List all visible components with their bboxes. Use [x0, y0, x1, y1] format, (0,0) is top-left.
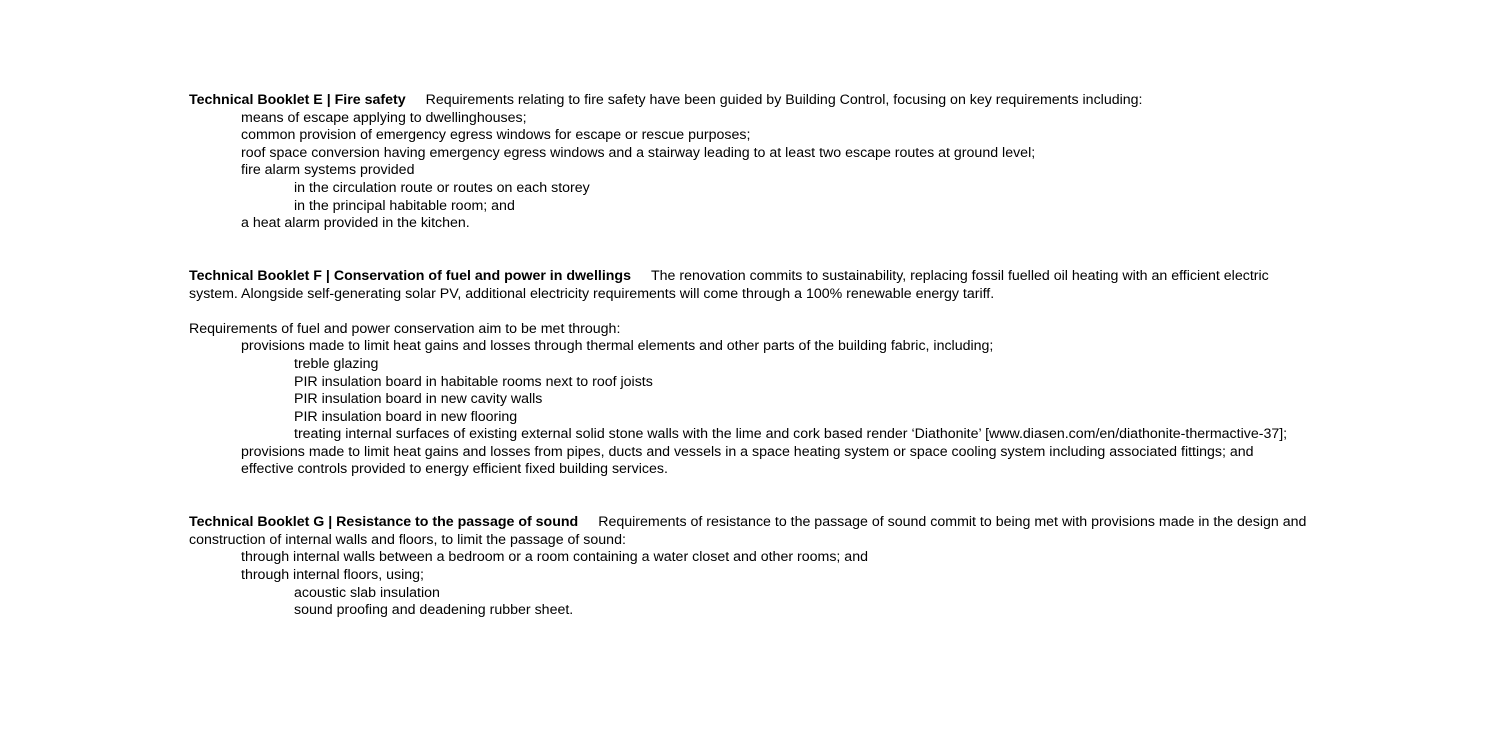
list-item: a heat alarm provided in the kitchen.	[241, 215, 470, 232]
list-item: provisions made to limit heat gains and losses from pipes, ducts and vessels in a space heating system or space cooling system including associated fittings; and	[241, 443, 1254, 460]
requirements-intro: Requirements of fuel and power conservation aim to be met through:	[189, 320, 621, 337]
list-item: roof space conversion having emergency egress windows and a stairway leading to at least two escape routes at ground level;	[241, 144, 1036, 161]
list-item: through internal floors, using;	[241, 567, 424, 584]
list-item: means of escape applying to dwellinghouses;	[241, 109, 527, 126]
section-conservation-fuel-power	[189, 268, 1359, 479]
section-intro: Requirements relating to fire safety have been guided by Building Control, focusing on key requirements including:	[425, 92, 1143, 108]
sub-list-item: acoustic slab insulation	[294, 584, 440, 601]
section-heading: Technical Booklet E | Fire safety	[189, 92, 406, 108]
section-resistance-sound	[189, 514, 1359, 620]
section-fire-safety	[189, 92, 1359, 233]
section-intro: The renovation commits to sustainability, replacing fossil fuelled oil heating with an efficient electric	[651, 267, 1269, 284]
section-intro-continued: construction of internal walls and floors, to limit the passage of sound:	[189, 531, 626, 548]
section-intro-continued: system. Alongside self-generating solar PV, additional electricity requirements will come through a 100% renewable energy tariff.	[189, 285, 995, 302]
sub-list-item: treating internal surfaces of existing external solid stone walls with the lime and cork based render ‘Diathonite’ [www.diasen.com/en/diathonite-thermactive-37];	[294, 426, 1288, 443]
list-item: fire alarm systems provided	[241, 162, 415, 179]
section-heading: Technical Booklet F | Conservation of fuel and power in dwellings	[189, 267, 631, 284]
section-heading: Technical Booklet G | Resistance to the passage of sound	[189, 514, 579, 531]
sub-list-item: PIR insulation board in new cavity walls	[294, 391, 543, 408]
section-intro: Requirements of resistance to the passage of sound commit to being met with provisions made in the design and	[598, 514, 1307, 531]
sub-list-item: sound proofing and deadening rubber sheet.	[294, 602, 574, 619]
sub-list-item: in the principal habitable room; and	[294, 197, 515, 214]
list-item: provisions made to limit heat gains and losses through thermal elements and other parts of the building fabric, including;	[241, 338, 994, 355]
sub-list-item: treble glazing	[294, 355, 379, 372]
document-body	[189, 92, 1359, 620]
sub-list-item: PIR insulation board in new flooring	[294, 408, 518, 425]
list-item: effective controls provided to energy efficient fixed building services.	[241, 461, 668, 478]
sub-list-item: in the circulation route or routes on each storey	[294, 179, 590, 196]
list-item: common provision of emergency egress windows for escape or rescue purposes;	[241, 127, 751, 144]
sub-list-item: PIR insulation board in habitable rooms next to roof joists	[294, 373, 653, 390]
list-item: through internal walls between a bedroom or a room containing a water closet and other rooms; and	[241, 549, 868, 566]
